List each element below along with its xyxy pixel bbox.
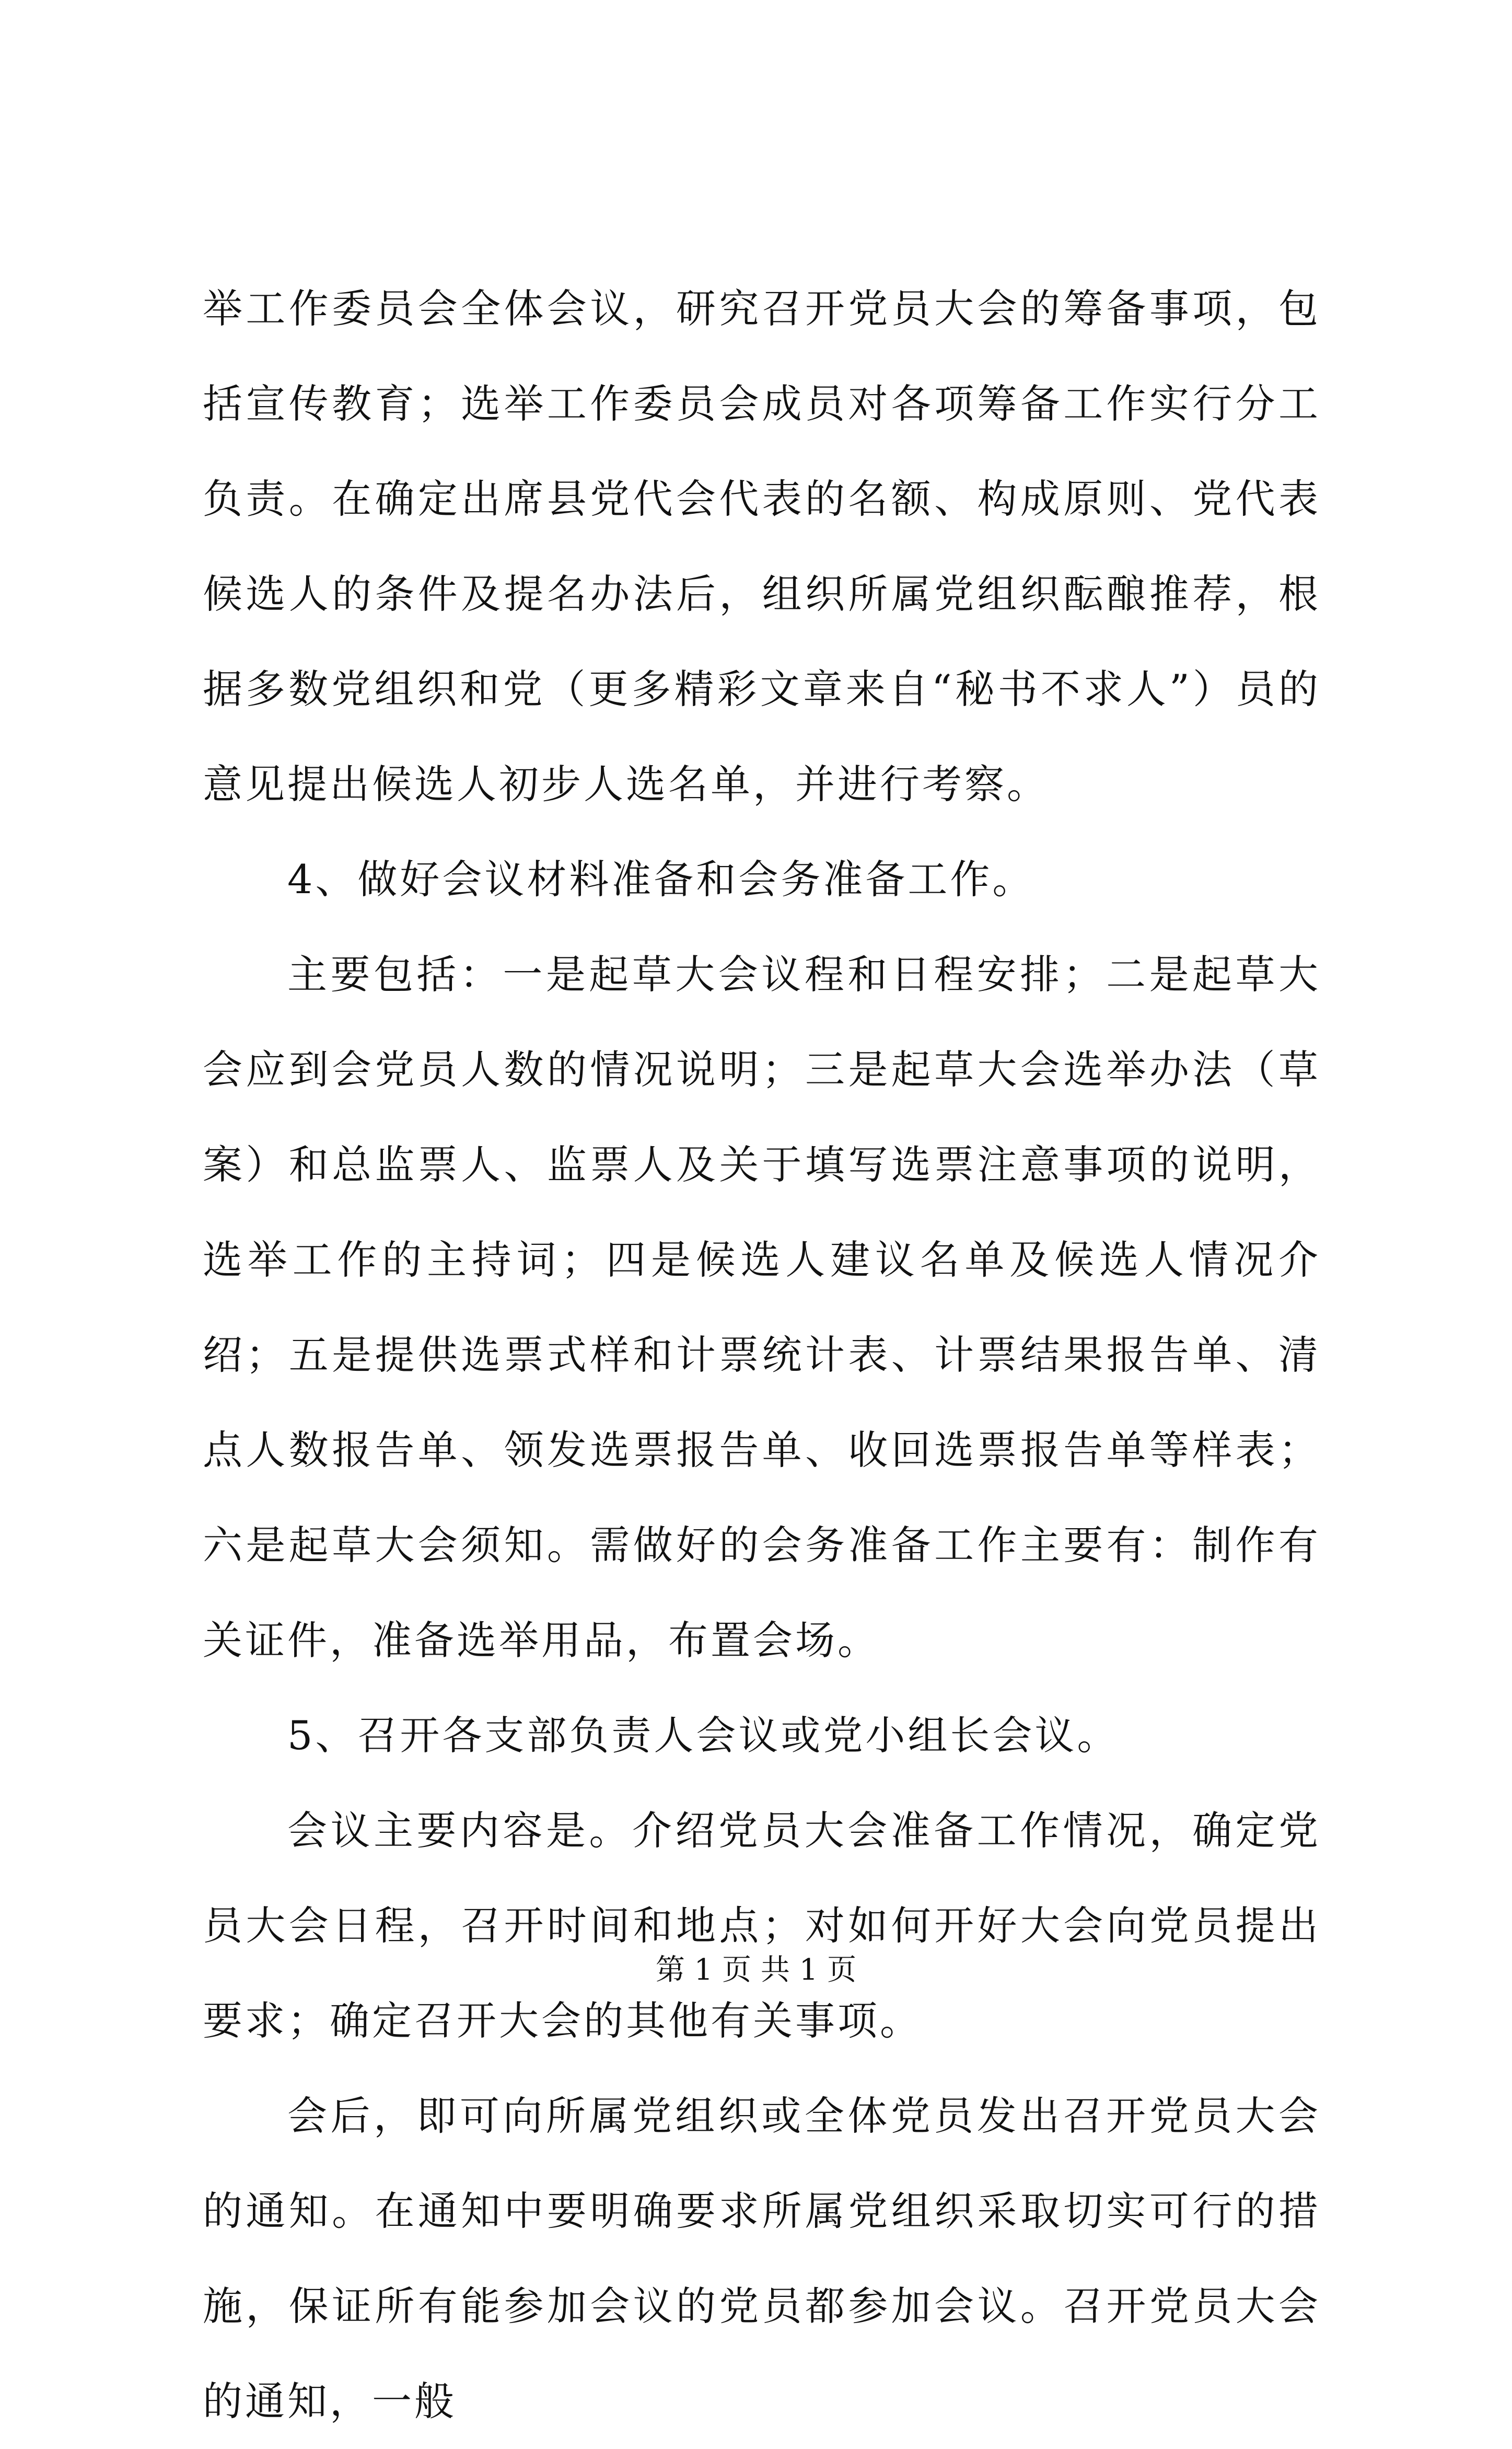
paragraph-continuation: 举工作委员会全体会议，研究召开党员大会的筹备事项，包括宣传教育；选举工作委员会成员对各项筹备工作实行分工负责。在确定出席县党代会代表的名额、构成原则、党代表候选人的条件及提名办法后，组织所属党组织酝酿推荐，根据多数党组织和党（更多精彩文章来自“秘书不求人”）员的意见提出候选人初步人选名单，并进行考察。 bbox=[203, 285, 1321, 807]
document-body bbox=[203, 261, 1321, 2449]
paragraph-after-meeting: 会后，即可向所属党组织或全体党员发出召开党员大会的通知。在通知中要明确要求所属党组织采取切实可行的措施，保证所有能参加会议的党员都参加会议。召开党员大会的通知，一般 bbox=[203, 2093, 1321, 2424]
page-number-footer: 第 1 页 共 1 页 bbox=[655, 1953, 857, 1987]
paragraph-item-5-heading: 5、召开各支部负责人会议或党小组长会议。 bbox=[287, 1712, 1120, 1759]
paragraph-item-4-body: 主要包括：一是起草大会议程和日程安排；二是起草大会应到会党员人数的情况说明；三是起草大会选举办法（草案）和总监票人、监票人及关于填写选票注意事项的说明，选举工作的主持词；四是候选人建议名单及候选人情况介绍；五是提供选票式样和计票统计表、计票结果报告单、清点人数报告单、领发选票报告单、收回选票报告单等样表；六是起草大会须知。需做好的会务准备工作主要有：制作有关证件，准备选举用品，布置会场。 bbox=[203, 951, 1321, 1664]
paragraph-item-5-body: 会议主要内容是。介绍党员大会准备工作情况，确定党员大会日程，召开时间和地点；对如何开好大会向党员提出要求；确定召开大会的其他有关事项。 bbox=[203, 1807, 1321, 2044]
paragraph-item-4-heading: 4、做好会议材料准备和会务准备工作。 bbox=[287, 856, 1035, 903]
